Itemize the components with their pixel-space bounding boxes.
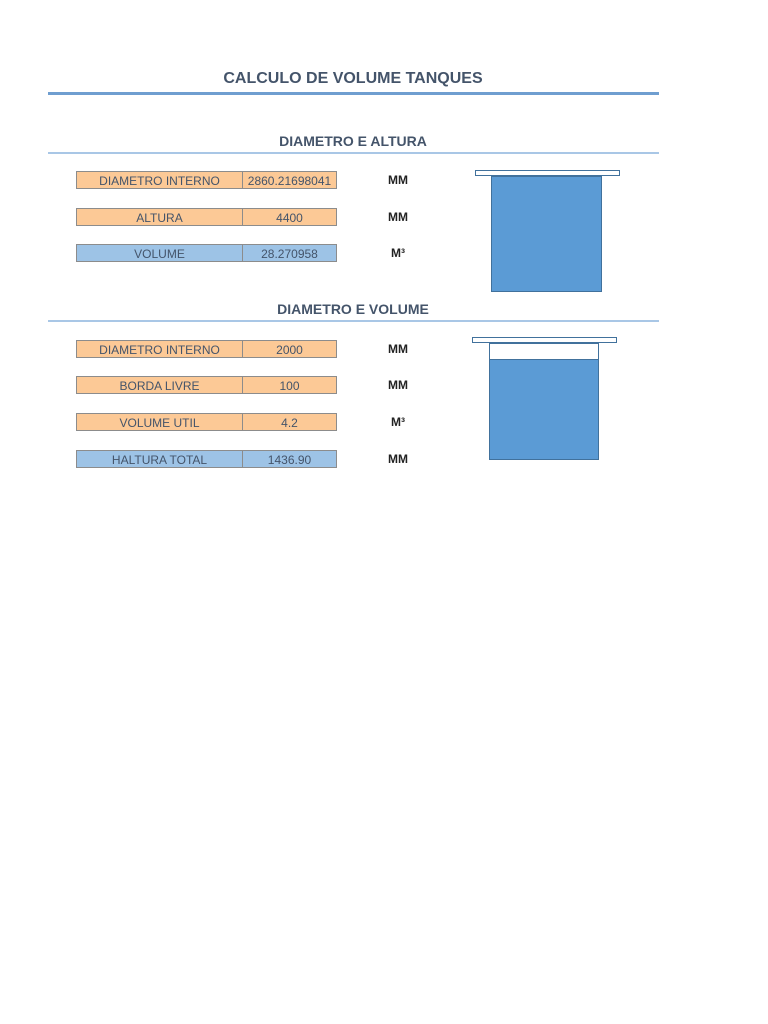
tank2-body [489,343,599,460]
volume-label: VOLUME [76,244,243,262]
title-divider [48,92,659,95]
haltura-total-unit: MM [388,452,408,466]
volume-util-input[interactable]: 4.2 [242,413,337,431]
section1-divider [48,152,659,154]
volume-result: 28.270958 [242,244,337,262]
page-title: CALCULO DE VOLUME TANQUES [223,70,483,87]
borda-livre-label: BORDA LIVRE [76,376,243,394]
borda-livre-input[interactable]: 100 [242,376,337,394]
tank1-body [491,176,602,292]
volume-util-label: VOLUME UTIL [76,413,243,431]
diametro-interno-2-unit: MM [388,342,408,356]
section-title-diametro-volume: DIAMETRO E VOLUME [277,301,429,317]
diametro-interno-unit: MM [388,173,408,187]
volume-util-unit: M³ [391,415,405,429]
diametro-interno-input[interactable]: 2860.21698041 [242,171,337,189]
diametro-interno-label: DIAMETRO INTERNO [76,171,243,189]
altura-input[interactable]: 4400 [242,208,337,226]
diametro-interno-2-input[interactable]: 2000 [242,340,337,358]
section2-divider [48,320,659,322]
borda-livre-unit: MM [388,378,408,392]
section-title-diametro-altura: DIAMETRO E ALTURA [279,133,427,149]
diametro-interno-2-label: DIAMETRO INTERNO [76,340,243,358]
haltura-total-label: HALTURA TOTAL [76,450,243,468]
altura-label: ALTURA [76,208,243,226]
haltura-total-result: 1436.90 [242,450,337,468]
volume-unit: M³ [391,246,405,260]
altura-unit: MM [388,210,408,224]
tank2-liquid [490,359,598,459]
